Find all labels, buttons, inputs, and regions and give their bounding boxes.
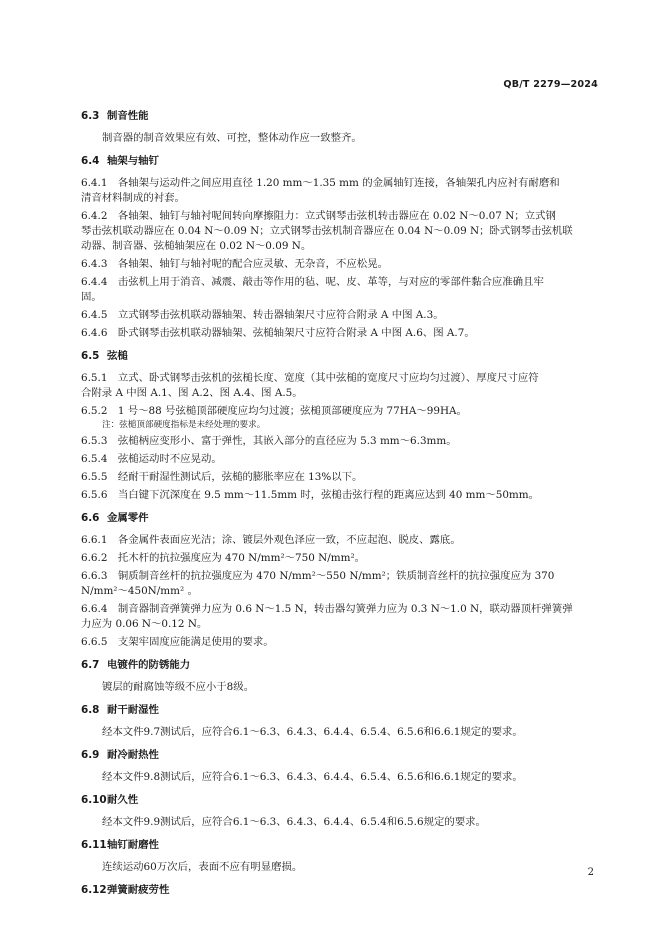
paragraph-line: 6.4.4 击弦机上用于消音、减震、敲击等作用的毡、呢、皮、革等，与对应的零部件黏合应准确且牢 — [81, 276, 544, 288]
section-heading-6-4 — [81, 152, 602, 167]
clause-6-5-2: 6.5.2 1 号～88 号弦槌顶部硬度应均匀过渡；弦槌顶部硬度应为 77HA～99HA。 — [81, 405, 467, 417]
paragraph-line: 合附录 A 中图 A.1、图 A.2、图 A.4、图 A.5。 — [81, 387, 303, 399]
section-number: 6.6 — [81, 512, 100, 524]
section-number: 6.7 — [81, 659, 100, 671]
page-number: 2 — [587, 867, 594, 878]
paragraph: 连续运动60万次后，表面不应有明显磨损。 — [102, 861, 303, 873]
section-number: 6.3 — [81, 110, 100, 122]
section-title: 轴架与轴钉 — [107, 155, 159, 167]
clause-6-5-6: 6.5.6 当白键下沉深度在 9.5 mm～11.5mm 时，弦槌击弦行程的距离应达到 40 mm～50mm。 — [81, 489, 540, 501]
section-number: 6.4 — [81, 155, 100, 167]
section-title: 弦槌 — [107, 350, 128, 362]
paragraph: 经本文件9.9测试后，应符合6.1～6.3、6.4.3、6.4.4、6.5.4和6.5.6规定的要求。 — [102, 816, 486, 828]
section-title: 耐干耐湿性 — [107, 704, 159, 716]
paragraph-line: 清音材料制成的衬套。 — [81, 192, 185, 204]
section-number: 6.12 — [81, 884, 107, 896]
section-number: 6.9 — [81, 749, 100, 761]
clause-6-6-4 — [81, 602, 602, 632]
section-title: 电镀件的防锈能力 — [107, 659, 191, 671]
section-number: 6.5 — [81, 350, 100, 362]
clause-6-6-3 — [81, 569, 602, 599]
note: 注：弦槌顶部硬度指标是未经处理的要求。 — [102, 420, 266, 430]
section-heading-6-9 — [81, 746, 602, 761]
section-heading-6-5 — [81, 347, 602, 362]
paragraph-line: 动器、制音器、弦槌轴架应在 0.02 N～0.09 N。 — [81, 240, 312, 252]
clause-6-4-4 — [81, 275, 602, 305]
section-title: 制音性能 — [107, 110, 149, 122]
clause-6-4-2 — [81, 209, 602, 254]
paragraph: 制音器的制音效果应有效、可控，整体动作应一致整齐。 — [102, 132, 362, 144]
paragraph-line: 6.6.3 铜质制音丝杆的抗拉强度应为 470 N/mm²～550 N/mm²；铁质制音丝杆的抗拉强度应为 370 — [81, 570, 555, 582]
clause-6-5-3: 6.5.3 弦槌柄应变形小、富于弹性，其嵌入部分的直径应为 5.3 mm～6.3mm。 — [81, 435, 457, 447]
clause-6-4-6: 6.4.6 卧式钢琴击弦机联动器轴架、弦槌轴架尺寸应符合附录 A 中图 A.6、图 A.7。 — [81, 327, 475, 339]
clause-6-5-1 — [81, 371, 602, 401]
section-heading-6-12 — [81, 881, 602, 896]
section-heading-6-8 — [81, 701, 602, 716]
section-title: 轴钉耐磨性 — [107, 839, 159, 851]
paragraph-line: 6.4.1 各轴架与运动件之间应用直径 1.20 mm～1.35 mm 的金属轴钉连接，各轴架孔内应衬有耐磨和 — [81, 177, 560, 189]
section-number: 6.11 — [81, 839, 107, 851]
section-number: 6.10 — [81, 794, 107, 806]
paragraph-line: 力应为 0.06 N～0.12 N。 — [81, 618, 208, 630]
document-body — [81, 107, 602, 905]
paragraph: 经本文件9.7测试后，应符合6.1～6.3、6.4.3、6.4.4、6.5.4、6.5.6和6.6.1规定的要求。 — [102, 726, 523, 738]
paragraph-line: N/mm²～450N/mm² 。 — [81, 585, 198, 597]
section-number: 6.8 — [81, 704, 100, 716]
paragraph: 镀层的耐腐蚀等级不应小于8级。 — [102, 681, 255, 693]
section-heading-6-7 — [81, 656, 602, 671]
section-title: 金属零件 — [107, 512, 149, 524]
clause-6-4-3: 6.4.3 各轴架、轴钉与轴衬呢的配合应灵敏、无杂音，不应松晃。 — [81, 258, 388, 270]
clause-6-6-2: 6.6.2 托木杆的抗拉强度应为 470 N/mm²～750 N/mm²。 — [81, 552, 366, 564]
section-heading-6-11 — [81, 836, 602, 851]
clause-6-6-1: 6.6.1 各金属件表面应光洁；涂、镀层外观色泽应一致，不应起泡、脱皮、露底。 — [81, 534, 461, 546]
clause-6-4-1 — [81, 176, 602, 206]
clause-6-6-5: 6.6.5 支架牢固度应能满足使用的要求。 — [81, 636, 274, 648]
paragraph-line: 6.5.1 立式、卧式钢琴击弦机的弦槌长度、宽度（其中弦槌的宽度尺寸应均匀过渡）、厚度尺寸应符 — [81, 372, 539, 384]
paragraph: 经本文件9.8测试后，应符合6.1～6.3、6.4.3、6.4.4、6.5.4、6.5.6和6.6.1规定的要求。 — [102, 771, 523, 783]
document-code: QB/T 2279—2024 — [503, 79, 598, 90]
section-title: 弹簧耐疲劳性 — [107, 884, 170, 896]
clause-6-5-4: 6.5.4 弦槌运动时不应晃动。 — [81, 453, 222, 465]
section-title: 耐冷耐热性 — [107, 749, 159, 761]
paragraph-line: 固。 — [81, 291, 102, 303]
clause-6-5-5: 6.5.5 经耐干耐湿性测试后，弦槌的膨胀率应在 13%以下。 — [81, 471, 363, 483]
paragraph-line: 6.4.2 各轴架、轴钉与轴衬呢间转向摩擦阻力：立式钢琴击弦机转击器应在 0.02 N～0.07 N；立式钢 — [81, 210, 556, 222]
section-heading-6-6 — [81, 509, 602, 524]
paragraph-line: 琴击弦机联动器应在 0.04 N～0.09 N；立式钢琴击弦机制音器应在 0.04 N～0.09 N；卧式钢琴击弦机联 — [81, 225, 573, 237]
paragraph-line: 6.6.4 制音器制音弹簧弹力应为 0.6 N～1.5 N，转击器勾簧弹力应为 0.3 N～1.0 N，联动器顶杆弹簧弹 — [81, 603, 573, 615]
section-heading-6-3 — [81, 107, 602, 122]
section-heading-6-10 — [81, 791, 602, 806]
clause-6-4-5: 6.4.5 立式钢琴击弦机联动器轴架、转击器轴架尺寸应符合附录 A 中图 A.3。 — [81, 309, 444, 321]
section-title: 耐久性 — [107, 794, 139, 806]
